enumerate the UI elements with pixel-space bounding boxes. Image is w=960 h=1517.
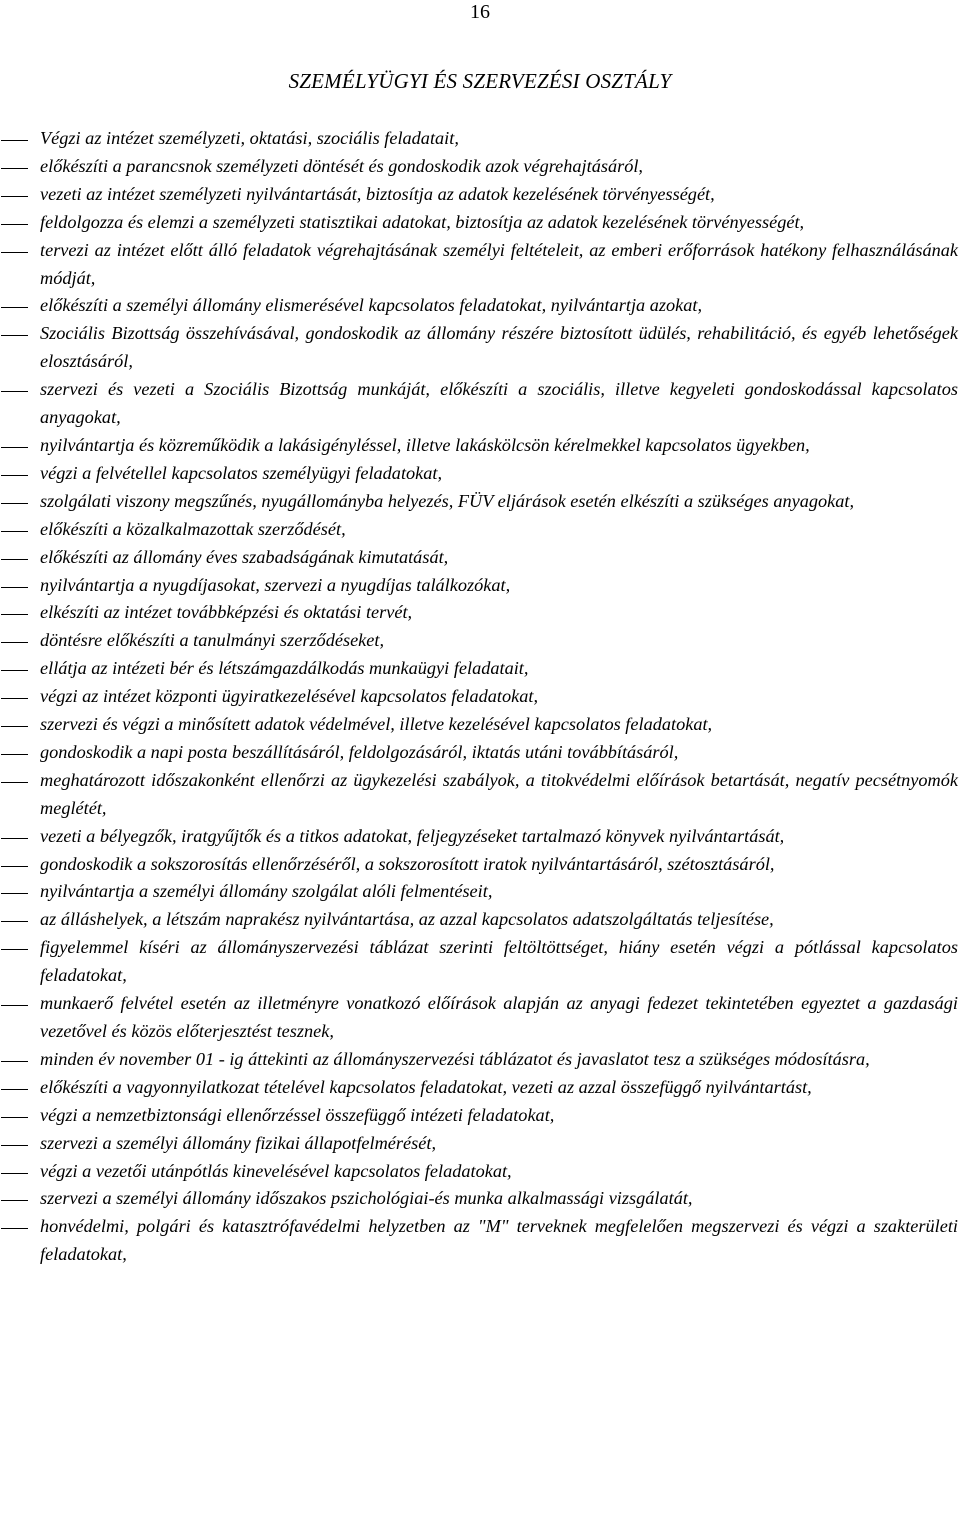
list-item [0, 934, 960, 990]
list-item-text: feldolgozza és elemzi a személyzeti statisztikai adatokat, biztosítja az adatok kezelésének törvényességét, [40, 211, 805, 232]
list-item [0, 292, 960, 320]
list-item-text: végzi a felvétellel kapcsolatos személyügyi feladatokat, [40, 462, 443, 483]
list-item [0, 1158, 960, 1186]
list-item-text: előkészíti az állomány éves szabadságának kimutatását, [40, 546, 449, 567]
list-item [0, 906, 960, 934]
list-item [0, 1046, 960, 1074]
list-item-text: vezeti a bélyegzők, iratgyűjtők és a titkos adatokat, feljegyzéseket tartalmazó könyvek nyilvántartását, [40, 825, 785, 846]
duty-list [0, 125, 960, 1269]
list-item-text: szervezi és vezeti a Szociális Bizottság munkáját, előkészíti a szociális, illetve kegyeleti gondoskodással kapcsolatos anyagokat, [40, 379, 958, 428]
list-item [0, 683, 960, 711]
list-item-text: előkészíti a vagyonnyilatkozat tételével kapcsolatos feladatokat, vezeti az azzal összefüggő nyilvántartást, [40, 1076, 812, 1097]
list-item-text: szolgálati viszony megszűnés, nyugállományba helyezés, FÜV eljárások esetén elkészíti a szükséges anyagokat, [40, 490, 855, 511]
list-item [0, 599, 960, 627]
list-item [0, 432, 960, 460]
list-item-text: végzi az intézet központi ügyiratkezelésével kapcsolatos feladatokat, [40, 686, 539, 707]
list-item [0, 1130, 960, 1158]
list-item-text: gondoskodik a napi posta beszállításáról, feldolgozásáról, iktatás utáni továbbításáról, [40, 741, 679, 762]
list-item-text: nyilvántartja a személyi állomány szolgálat alóli felmentéseit, [40, 881, 493, 902]
list-item-text: döntésre előkészíti a tanulmányi szerződéseket, [40, 630, 385, 651]
section-title: SZEMÉLYÜGYI ÉS SZERVEZÉSI OSZTÁLY [288, 69, 672, 93]
list-item-text: előkészíti a közalkalmazottak szerződését, [40, 518, 346, 539]
list-item [0, 739, 960, 767]
list-item-text: minden év november 01 - ig áttekinti az állományszervezési táblázatot és javaslatot tesz a szükséges módosításra, [40, 1048, 870, 1069]
list-item [0, 125, 960, 153]
list-item-text: gondoskodik a sokszorosítás ellenőrzéséről, a sokszorosított iratok nyilvántartásáról, szétosztásáról, [40, 853, 775, 874]
list-item-text: szervezi a személyi állomány időszakos pszichológiai-és munka alkalmassági vizsgálatát, [40, 1188, 693, 1209]
list-item [0, 544, 960, 572]
list-item-text: honvédelmi, polgári és katasztrófavédelmi helyzetben az "M" terveknek megfelelően megszervezi és végzi a szakterületi feladatokat, [40, 1216, 958, 1265]
list-item [0, 655, 960, 683]
list-item [0, 488, 960, 516]
list-item [0, 823, 960, 851]
list-item-text: előkészíti a parancsnok személyzeti döntését és gondoskodik azok végrehajtásáról, [40, 155, 643, 176]
list-item-text: nyilvántartja a nyugdíjasokat, szervezi a nyugdíjas találkozókat, [40, 574, 511, 595]
list-item-text: figyelemmel kíséri az állományszervezési táblázat szerinti feltöltöttséget, hiány esetén végzi a pótlással kapcsolatos feladatokat, [40, 937, 958, 986]
list-item-text: Szociális Bizottság összehívásával, gondoskodik az állomány részére biztosított üdülés, rehabilitáció, és egyéb lehetőségek elosztásáról, [40, 323, 958, 372]
list-item [0, 1185, 960, 1213]
list-item-text: elkészíti az intézet továbbképzési és oktatási tervét, [40, 602, 413, 623]
list-item [0, 878, 960, 906]
list-item [0, 320, 960, 376]
list-item [0, 627, 960, 655]
list-item [0, 1102, 960, 1130]
list-item [0, 460, 960, 488]
list-item-text: szervezi és végzi a minősített adatok védelmével, illetve kezelésével kapcsolatos feladatokat, [40, 714, 713, 735]
list-item [0, 851, 960, 879]
list-item-text: tervezi az intézet előtt álló feladatok végrehajtásának személyi feltételeit, az emberi erőforrások hatékony felhasználásának módját, [40, 239, 958, 288]
list-item [0, 990, 960, 1046]
list-item [0, 1213, 960, 1269]
list-item-text: szervezi a személyi állomány fizikai állapotfelmérését, [40, 1132, 437, 1153]
list-item-text: végzi a vezetői utánpótlás kinevelésével kapcsolatos feladatokat, [40, 1160, 512, 1181]
list-item-text: meghatározott időszakonként ellenőrzi az ügykezelési szabályok, a titokvédelmi előírások betartását, negatív pecsétnyomók meglétét, [40, 769, 958, 818]
list-item [0, 767, 960, 823]
page-number: 16 [470, 1, 490, 23]
list-item-text: végzi a nemzetbiztonsági ellenőrzéssel összefüggő intézeti feladatokat, [40, 1104, 555, 1125]
list-item-text: az álláshelyek, a létszám naprakész nyilvántartása, az azzal kapcsolatos adatszolgáltatás teljesítése, [40, 909, 774, 930]
list-item [0, 209, 960, 237]
list-item-text: ellátja az intézeti bér és létszámgazdálkodás munkaügyi feladatait, [40, 658, 529, 679]
list-item [0, 376, 960, 432]
list-item [0, 237, 960, 293]
list-item-text: előkészíti a személyi állomány elismerésével kapcsolatos feladatokat, nyilvántartja azokat, [40, 295, 703, 316]
list-item [0, 516, 960, 544]
list-item [0, 181, 960, 209]
list-item [0, 711, 960, 739]
list-item-text: munkaerő felvétel esetén az illetményre vonatkozó előírások alapján az anyagi fedezet tekintetében egyeztet a gazdasági vezetővel és közös előterjesztést tesznek, [40, 993, 958, 1041]
list-item [0, 153, 960, 181]
list-item-text: Végzi az intézet személyzeti, oktatási, szociális feladatait, [40, 128, 459, 148]
list-item-text: vezeti az intézet személyzeti nyilvántartását, biztosítja az adatok kezelésének törvényességét, [40, 183, 715, 204]
list-item [0, 1074, 960, 1102]
list-item-text: nyilvántartja és közreműködik a lakásigényléssel, illetve lakáskölcsön kérelmekkel kapcsolatos ügyekben, [40, 434, 810, 455]
list-item [0, 572, 960, 600]
